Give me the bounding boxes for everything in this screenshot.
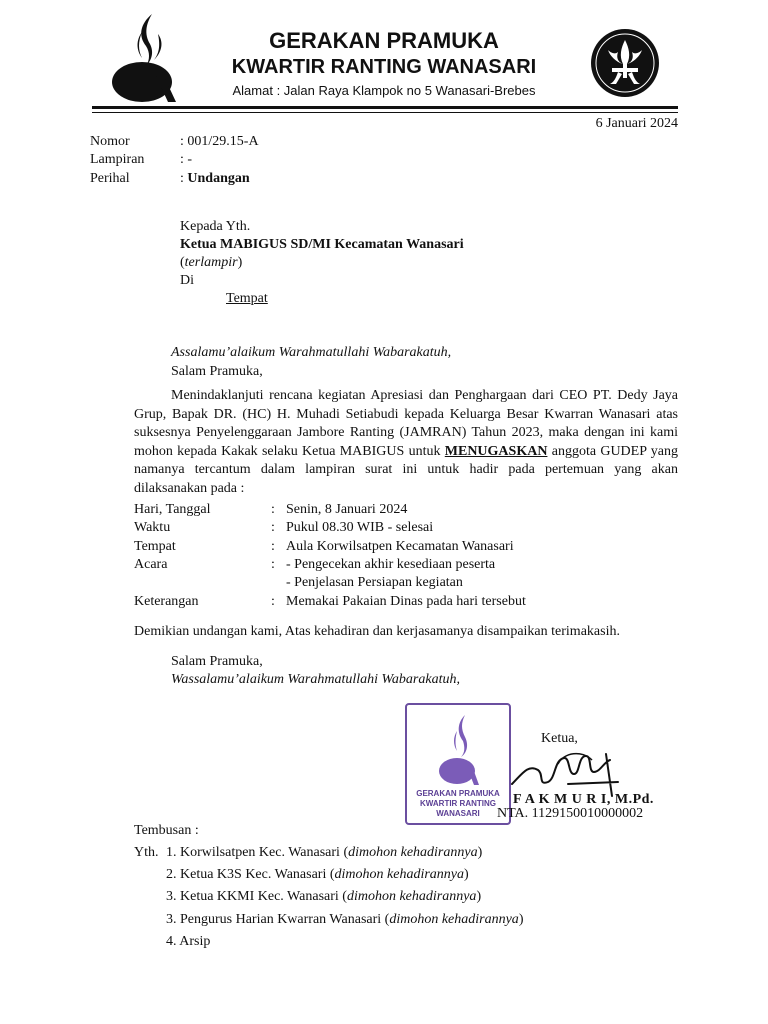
acara-label: Acara (134, 557, 168, 572)
organization-branch: KWARTIR RANTING WANASARI (231, 56, 537, 78)
emphasis-text: MENUGASKAN (444, 443, 548, 459)
signer-name: F A K M U R I, M.Pd. (513, 792, 654, 807)
detail-colon: : (271, 520, 275, 535)
opening-salutation: Assalamu’alaikum Warahmatullahi Wabarakatuh, (171, 345, 452, 360)
keterangan-label: Keterangan (134, 594, 199, 609)
waktu-label: Waktu (134, 520, 171, 535)
body-paragraph: Menindaklanjuti rencana kegiatan Apresiasi dan Penghargaan dari CEO PT. Dedy Jaya Grup, Bapak DR. (HC) H. Muhadi Setiabudi kepada Keluarga Besar Kwarran Wanasari atas suksesnya Penyelenggaraan Jambore Ranting (JAMRAN) Tahun 2023, maka dengan ini kami mohon kepada Kakak selaku Ketua MABIGUS untuk MENUGASKAN anggota GUDEP yang namanya tercantum dalam lampiran surat ini untuk hadir pada pertemuan yang akan dilaksanakan pada : (134, 388, 678, 496)
stamp-text-line: WANASARI (436, 809, 480, 818)
acara-item: - Penjelasan Persiapan kegiatan (286, 575, 463, 590)
tembusan-item: 4. Arsip (166, 934, 211, 949)
lampiran-value: : - (180, 152, 193, 167)
signer-title: Ketua, (541, 731, 578, 746)
recipient-di: Di (180, 273, 194, 288)
recipient-place: Tempat (226, 291, 268, 306)
tempat-label: Tempat (134, 539, 176, 554)
closing-salutation: Wassalamu’alaikum Warahmatullahi Wabarakatuh, (171, 672, 460, 687)
header-rule-thick (92, 106, 678, 109)
waktu-value: Pukul 08.30 WIB - selesai (286, 520, 434, 535)
stamp-text-line: KWARTIR RANTING (420, 799, 496, 808)
nomor-value: : 001/29.15-A (180, 134, 259, 149)
tembusan-heading: Tembusan : (134, 823, 199, 838)
detail-colon: : (271, 594, 275, 609)
recipient-name: Ketua MABIGUS SD/MI Kecamatan Wanasari (180, 237, 464, 252)
organization-name: GERAKAN PRAMUKA (269, 28, 499, 53)
stamp-logo-icon (435, 713, 483, 787)
header-rule-thin (92, 112, 678, 113)
organization-address: Alamat : Jalan Raya Klampok no 5 Wanasari-Brebes (232, 83, 536, 98)
nomor-label: Nomor (90, 134, 130, 149)
detail-colon: : (271, 557, 275, 572)
opening-salam-pramuka: Salam Pramuka, (171, 364, 263, 379)
recipient-note: (terlampir) (180, 255, 243, 270)
tembusan-item: 1. Korwilsatpen Kec. Wanasari (dimohon kehadirannya) (166, 845, 483, 860)
detail-colon: : (271, 502, 275, 517)
closing-line: Demikian undangan kami, Atas kehadiran dan kerjasamanya disampaikan terimakasih. (134, 624, 620, 639)
signer-nta: NTA. 1129150010000002 (497, 806, 644, 821)
keterangan-value: Memakai Pakaian Dinas pada hari tersebut (286, 594, 526, 609)
tembusan-item: 3. Pengurus Harian Kwarran Wanasari (dimohon kehadirannya) (166, 912, 524, 927)
hari-value: Senin, 8 Januari 2024 (286, 502, 408, 517)
perihal-value: : Undangan (180, 171, 250, 186)
detail-colon: : (271, 539, 275, 554)
recipient-greeting: Kepada Yth. (180, 219, 251, 234)
tembusan-yth: Yth. (134, 845, 159, 860)
tempat-value: Aula Korwilsatpen Kecamatan Wanasari (286, 539, 514, 554)
letter-date: 6 Januari 2024 (595, 116, 678, 131)
perihal-label: Perihal (90, 171, 130, 186)
lampiran-label: Lampiran (90, 152, 145, 167)
tembusan-item: 3. Ketua KKMI Kec. Wanasari (dimohon kehadirannya) (166, 889, 482, 904)
closing-salam-pramuka: Salam Pramuka, (171, 654, 263, 669)
tunas-kelapa-logo-icon (106, 10, 178, 106)
scout-emblem-logo-icon (590, 28, 660, 98)
hari-label: Hari, Tanggal (134, 502, 211, 517)
tembusan-item: 2. Ketua K3S Kec. Wanasari (dimohon kehadirannya) (166, 867, 469, 882)
official-stamp (405, 703, 511, 825)
acara-item: - Pengecekan akhir kesediaan peserta (286, 557, 496, 572)
stamp-text-line: GERAKAN PRAMUKA (416, 789, 500, 798)
